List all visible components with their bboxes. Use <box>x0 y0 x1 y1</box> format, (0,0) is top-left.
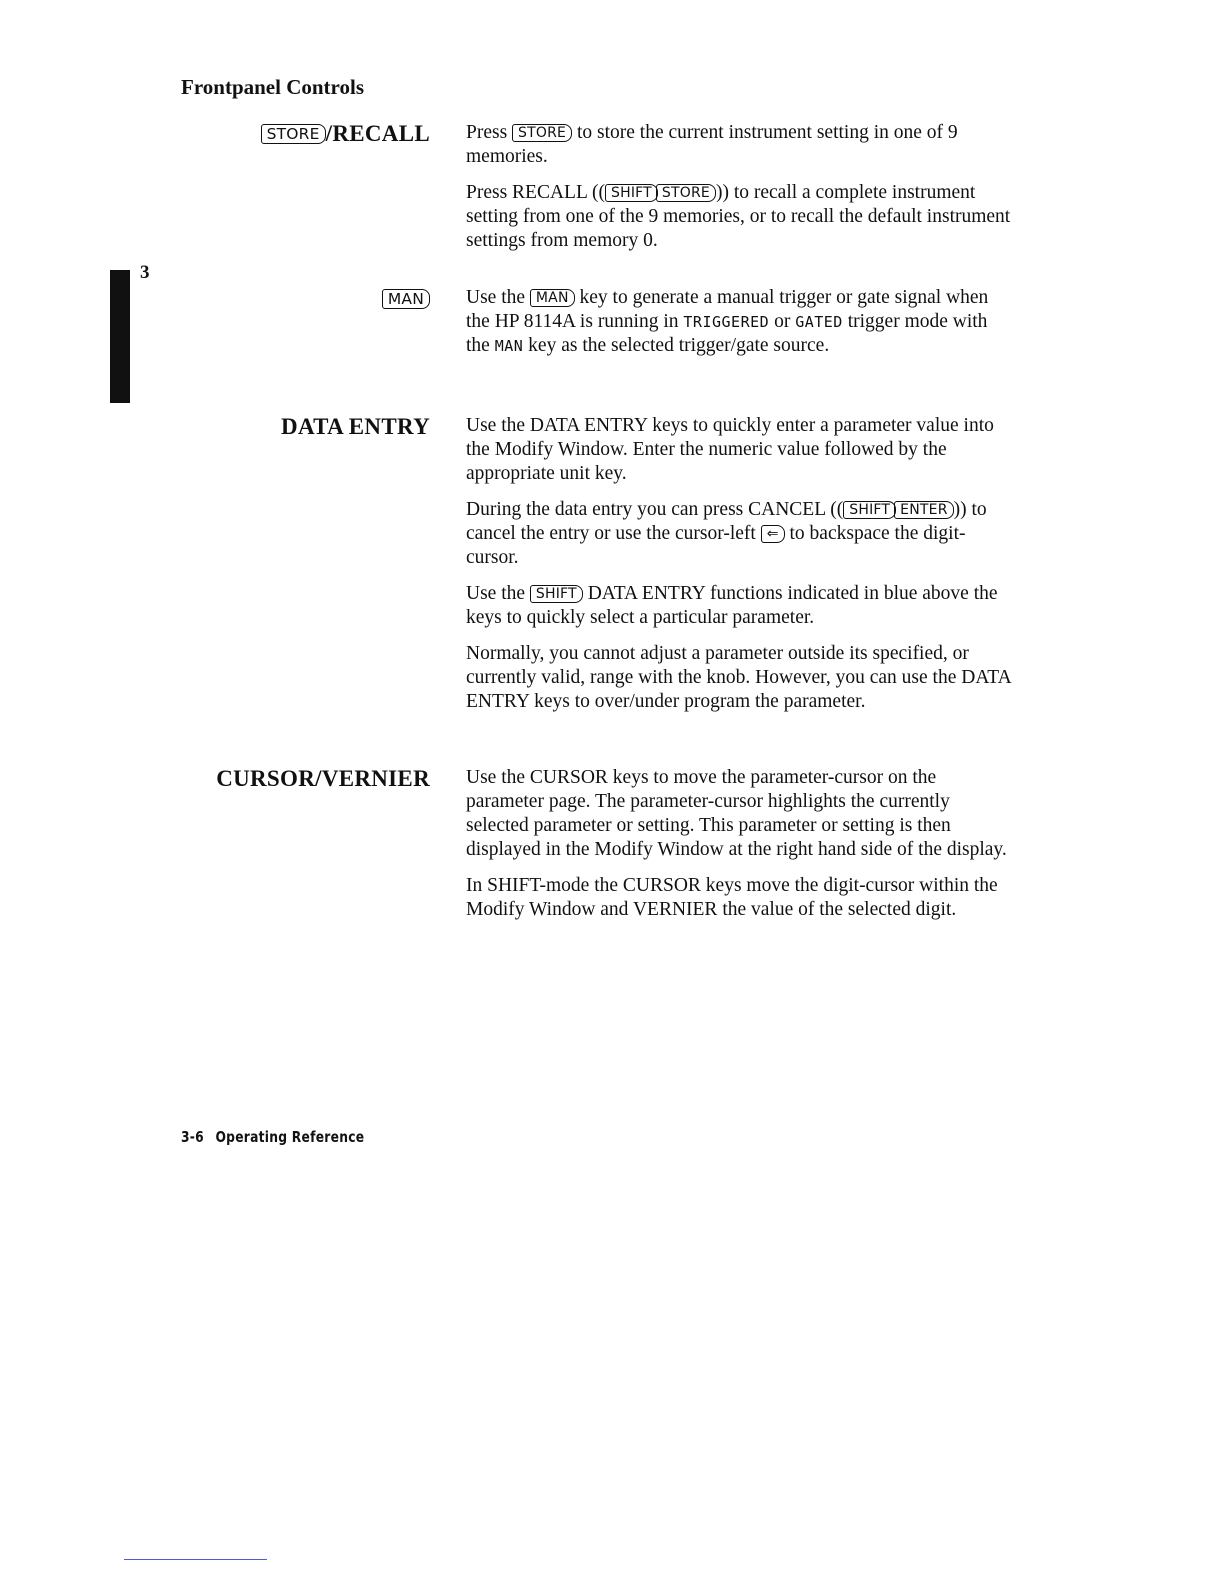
paragraph: Press STORE to store the current instrument setting in one of 9 memories. <box>466 122 958 167</box>
term-recall-label: /RECALL <box>325 121 430 146</box>
paragraph: Use the SHIFT DATA ENTRY functions indicated in blue above the keys to quickly select a particular parameter. <box>466 583 998 628</box>
desc-man <box>466 286 1011 370</box>
page-header: Frontpanel Controls <box>181 75 364 99</box>
paragraph: Use the DATA ENTRY keys to quickly enter a parameter value into the Modify Window. Enter the numeric value followed by the appropriate unit key. <box>466 415 994 484</box>
paragraph: Use the CURSOR keys to move the parameter-cursor on the parameter page. The parameter-cursor highlights the currently selected parameter or setting. This parameter or setting is then displayed in the Modify Window at the right hand side of the display. <box>466 767 1007 860</box>
store-key: STORE <box>261 124 326 144</box>
paragraph: Press RECALL (( SHIFT STORE )) to recall a complete instrument setting from one of the 9 memories, or to recall the default instrument settings from memory 0. <box>466 182 1011 251</box>
cursor-left-key: ⇐ <box>761 525 785 543</box>
shift-key: SHIFT <box>530 585 583 603</box>
footer-label: Operating Reference <box>215 1128 365 1146</box>
page-footer <box>181 1128 364 1146</box>
man-key: MAN <box>382 289 430 309</box>
paragraph: Normally, you cannot adjust a parameter outside its specified, or currently valid, range with the knob. However, you can use the DATA ENTRY keys to over/under program the parameter. <box>466 643 1011 712</box>
chapter-tab-bar <box>110 270 130 403</box>
page-number: 3-6 <box>181 1128 204 1146</box>
store-key: STORE <box>512 124 572 142</box>
paragraph: In SHIFT-mode the CURSOR keys move the digit-cursor within the Modify Window and VERNIER the value of the selected digit. <box>466 875 998 920</box>
term-cursor-vernier: CURSOR/VERNIER <box>216 766 430 791</box>
desc-store-recall <box>466 121 1011 265</box>
display-text-triggered: TRIGGERED <box>683 313 770 331</box>
store-key: STORE <box>656 184 716 202</box>
enter-key: ENTER <box>894 501 953 519</box>
shift-key: SHIFT <box>843 501 896 519</box>
display-text-man: MAN <box>494 337 524 355</box>
bottom-rule <box>124 1559 267 1560</box>
man-key: MAN <box>530 289 575 307</box>
paragraph: Use the MAN key to generate a manual trigger or gate signal when the HP 8114A is running in TRIGGERED or GATED trigger mode with the MAN key as the selected trigger/gate source. <box>466 287 989 356</box>
desc-data-entry <box>466 414 1011 726</box>
display-text-gated: GATED <box>795 313 843 331</box>
term-store-recall <box>261 121 430 147</box>
shift-key: SHIFT <box>605 184 658 202</box>
term-man <box>382 286 430 312</box>
paragraph: During the data entry you can press CANCEL (( SHIFT ENTER )) to cancel the entry or use the cursor-left ⇐ to backspace the digit-cursor. <box>466 499 987 568</box>
term-data-entry: DATA ENTRY <box>281 414 430 439</box>
chapter-tab-number: 3 <box>140 262 150 283</box>
desc-cursor-vernier <box>466 766 1011 934</box>
